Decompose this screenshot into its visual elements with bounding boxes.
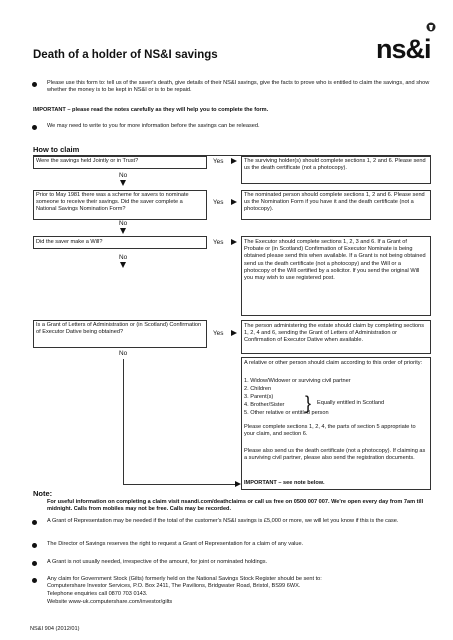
priority-2: 2. Children: [244, 386, 272, 392]
intro-text: Please use this form to: tell us of the saver's death, give details of their NS&I savings, give the facts to prove who is entitled to claim the savings, and show whether the money is to be kept in NS&I or is to be repaid.: [47, 80, 430, 94]
priority-5: 5. Other relative or entitled person: [244, 410, 329, 416]
section-title: How to claim: [33, 145, 80, 154]
yes-label: Yes: [213, 158, 224, 165]
note-gilts: Any claim for Government Stock (Gilts) formerly held on the National Savings Stock Register should be sent to:: [47, 576, 322, 582]
note-heading: Note:: [33, 489, 53, 498]
bullet-icon: [32, 82, 37, 87]
answer-5-important: IMPORTANT – see note below.: [244, 480, 325, 486]
form-reference: NS&I 904 (2012/01): [30, 626, 80, 632]
note-phone: Telephone enquiries call 0870 703 0143.: [47, 591, 148, 597]
no-label: No: [119, 350, 128, 357]
arrow-down-icon: [120, 228, 126, 234]
page-title: Death of a holder of NS&I savings: [33, 49, 218, 61]
priority-4: 4. Brother/Sister: [244, 402, 285, 408]
connector-horizontal: [123, 484, 235, 485]
arrow-down-icon: [120, 180, 126, 186]
priority-3: 3. Parent(s): [244, 394, 274, 400]
question-4: Is a Grant of Letters of Administration or (in Scotland) Confirmation of Executor Dative being obtained?: [36, 322, 202, 336]
note-director: The Director of Savings reserves the right to request a Grant of Representation for a claim of any value.: [47, 541, 304, 547]
bullet-icon: [32, 561, 37, 566]
yes-label: Yes: [213, 330, 224, 337]
answer-1: The surviving holder(s) should complete sections 1, 2 and 6. Please send us the death certificate (not a photocopy).: [244, 158, 426, 172]
arrow-right-icon: [231, 330, 237, 336]
note-grant: A Grant of Representation may be needed if the total of the customer's NS&I savings is £5,000 or more, we will let you know if this is the case.: [47, 518, 399, 524]
question-1: Were the savings held Jointly or in Trust?: [36, 158, 139, 164]
yes-label: Yes: [213, 199, 224, 206]
arrow-right-icon: [231, 158, 237, 164]
arrow-right-icon: [231, 199, 237, 205]
note-joint: A Grant is not usually needed, irrespective of the amount, for joint or nominated holdings.: [47, 559, 268, 565]
bullet-icon: [32, 520, 37, 525]
note-address: Computershare Investor Services, P.O. Box 2411, The Pavilions, Bridgwater Road, Bristol, BS99 6WX.: [47, 583, 301, 589]
yes-label: Yes: [213, 239, 224, 246]
equally-entitled: Equally entitled in Scotland: [317, 400, 385, 406]
answer-4: The person administering the estate should claim by completing sections 1, 2, 4 and 6, sending the Grant of Letters of Administration or Confirmation of Executor Dative when available.: [244, 323, 425, 344]
no-label: No: [119, 172, 128, 179]
connector-vertical: [123, 359, 124, 484]
question-2: Prior to May 1981 there was a scheme for savers to nominate someone to receive their savings. Did the saver complete a National Savings Nomination Form?: [36, 192, 189, 213]
important-note: IMPORTANT – please read the notes carefully as they will help you to complete the form.: [33, 107, 269, 113]
answer-5-sections: Please complete sections 1, 2, 4, the parts of section 5 appropriate to your claim, and section 6.: [244, 424, 416, 438]
no-label: No: [119, 220, 128, 227]
note-website[interactable]: Website www-uk.computershare.com/investor/gilts: [47, 599, 173, 605]
arrow-down-icon: [120, 262, 126, 268]
answer-5-intro: A relative or other person should claim according to this order of priority:: [244, 360, 423, 366]
answer-2: The nominated person should complete sections 1, 2 and 6. Please send us the Nomination Form if you have it and the death certificate (not a photocopy).: [244, 192, 425, 213]
arrow-right-icon: [231, 239, 237, 245]
answer-3: The Executor should complete sections 1, 2, 3 and 6. If a Grant of Probate or (in Scotland) Confirmation of Executor Nominate is being obtained please send this when available. If a Grant is not being obtained send us the death certificate (not a photocopy) and the Will or a photocopy of the Will certified by a solicitor. If you send the original Will you may wish to use registered post.: [244, 239, 426, 282]
priority-1: 1. Widow/Widower or surviving civil partner: [244, 378, 351, 384]
question-3: Did the saver make a Will?: [36, 239, 103, 245]
nsandi-logo: ns&i: [376, 34, 431, 64]
bullet-icon: [32, 543, 37, 548]
bullet-icon: [32, 125, 37, 130]
brace-icon: }: [305, 393, 312, 413]
note-info: For useful information on completing a claim visit nsandi.com/deathclaims or call us free on 0500 007 007. We're open every day from 7am till midnight. Calls from mobiles may not be free. Calls may be recorded.: [47, 499, 424, 513]
intro-more-info: We may need to write to you for more information before the savings can be released.: [47, 123, 260, 129]
crest-icon: [426, 20, 436, 32]
no-label: No: [119, 254, 128, 261]
bullet-icon: [32, 578, 37, 583]
answer-5-death: Please also send us the death certificate (not a photocopy). If claiming as a surviving civil partner, please also send the registration documents.: [244, 448, 426, 462]
